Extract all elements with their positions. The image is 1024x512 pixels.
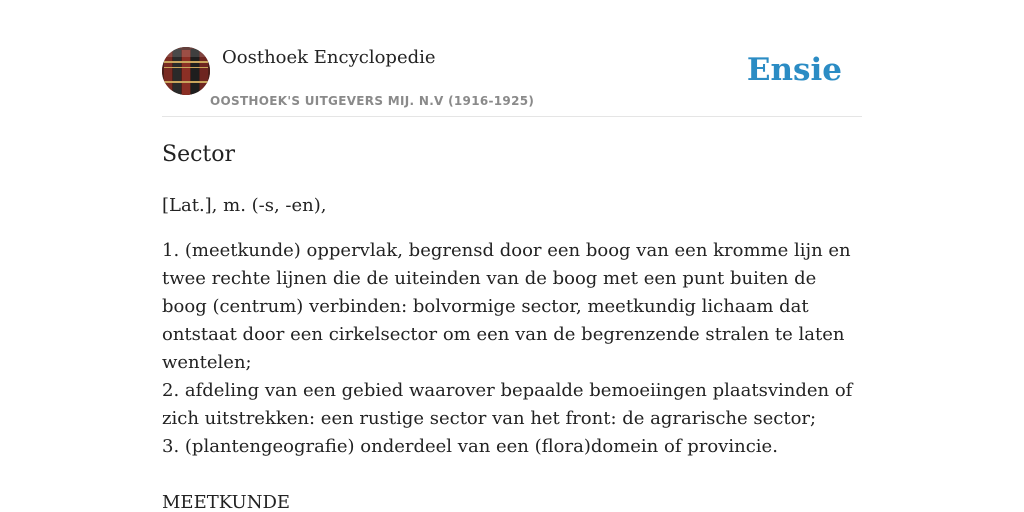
grammar-info: [Lat.], m. (-s, -en), <box>162 195 327 216</box>
definition-item: 2. afdeling van een gebied waarover bepaalde bemoeiingen plaatsvinden of zich uitstrekken: een rustige sector van het front: de agrarische sector; <box>162 380 853 429</box>
publisher-label: OOSTHOEK'S UITGEVERS MIJ. N.V (1916-1925) <box>210 94 535 108</box>
article <box>162 140 862 512</box>
encyclopedia-books-icon[interactable] <box>162 47 210 95</box>
ensie-logo-link[interactable]: Ensie <box>746 52 842 88</box>
site-title[interactable]: Oosthoek Encyclopedie <box>222 47 436 68</box>
definition-item: 3. (plantengeografie) onderdeel van een (flora)domein of provincie. <box>162 436 778 457</box>
site-header <box>162 40 862 117</box>
definition-item: 1. (meetkunde) oppervlak, begrensd door een boog van een kromme lijn en twee rechte lijnen die de uiteinden van de boog met een punt buiten de boog (centrum) verbinden: bolvormige sector, meetkundig lichaam dat ontstaat door een cirkelsector om een van de begrenzende stralen te laten wentelen; <box>162 240 851 373</box>
definitions <box>162 237 862 461</box>
category-label: MEETKUNDE <box>162 492 291 512</box>
article-title: Sector <box>162 142 236 167</box>
